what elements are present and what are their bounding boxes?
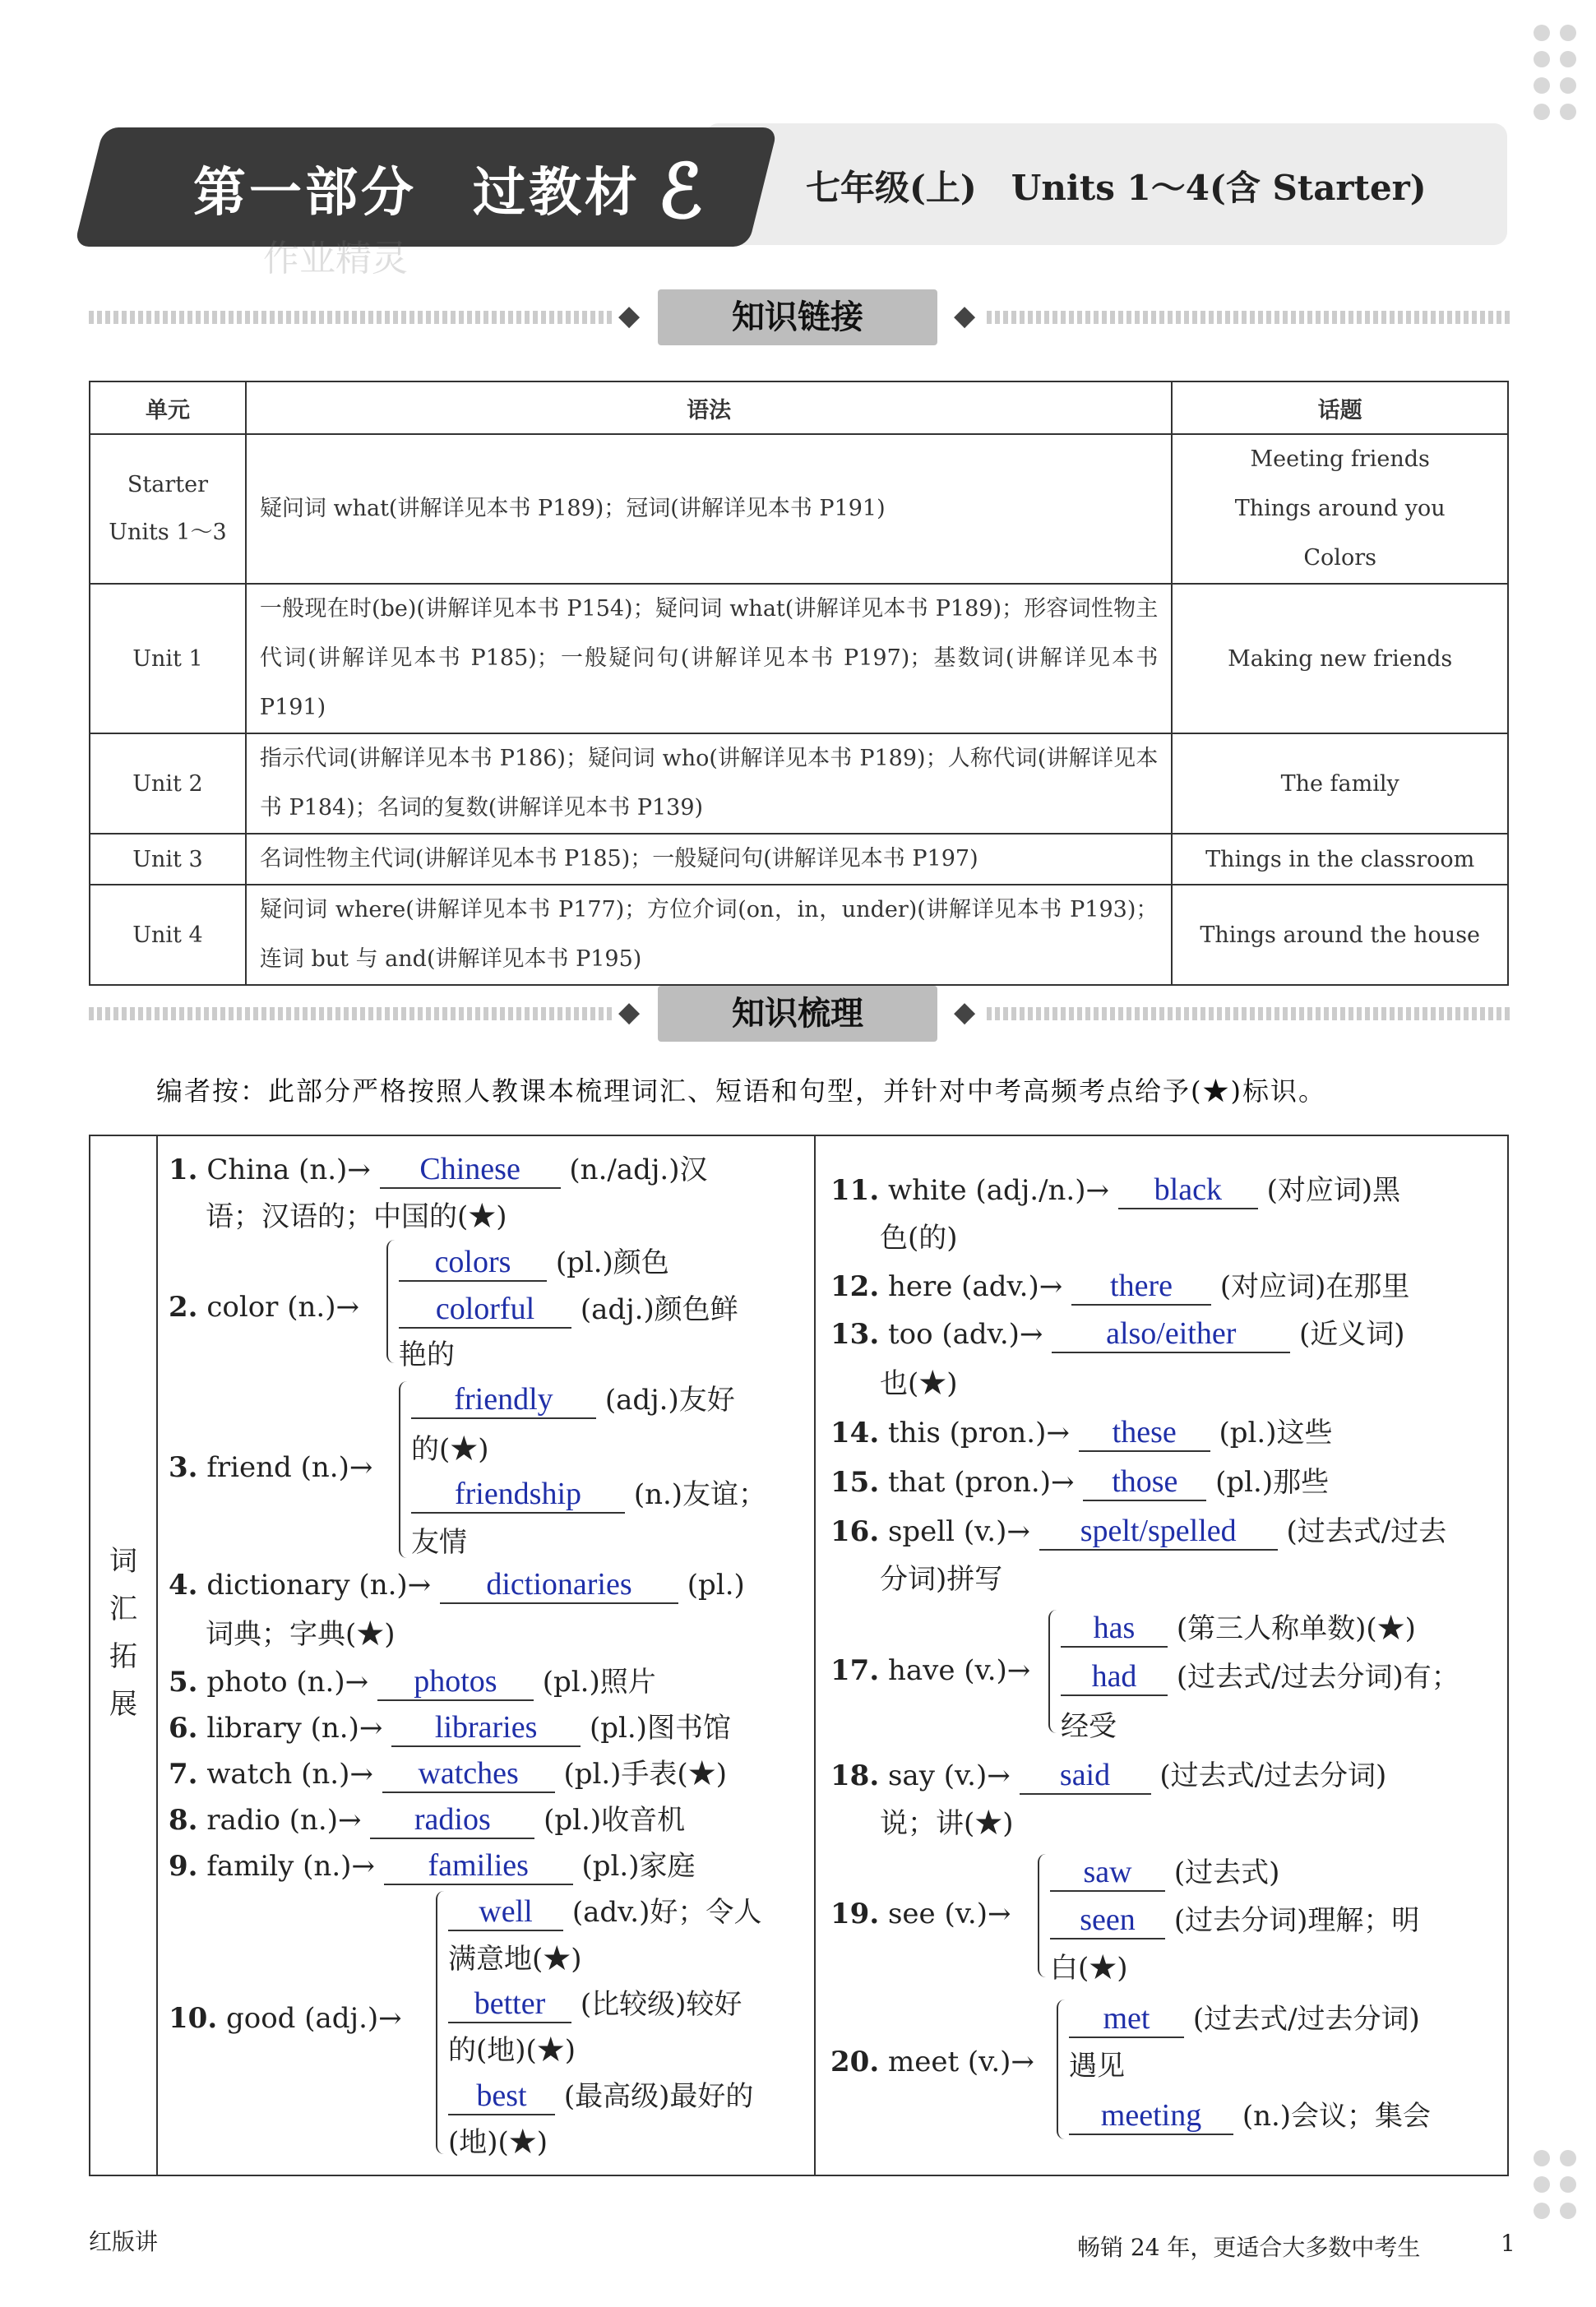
vocab-item-branch: had (过去式/过去分词)有； bbox=[1061, 1654, 1460, 1696]
answer-blank: saw bbox=[1050, 1854, 1165, 1892]
topic-cell: The family bbox=[1172, 733, 1508, 834]
table-header-row bbox=[90, 381, 1508, 434]
vocab-item-cont: 也(★) bbox=[880, 1367, 958, 1400]
answer-blank: black bbox=[1118, 1172, 1258, 1209]
answer-blank: well bbox=[448, 1893, 563, 1931]
grammar-cell: 疑问词 where(讲解详见本书 P177)；方位介词(on，in，under)(讲解详见本书 P193)；连词 but 与 and(讲解详见本书 P195) bbox=[246, 885, 1172, 985]
vocab-item-cont: 遇见 bbox=[1069, 2050, 1125, 2083]
answer-blank: better bbox=[448, 1986, 571, 2023]
footer-left: 红版讲 bbox=[89, 2228, 159, 2255]
answer-blank: Chinese bbox=[380, 1151, 561, 1189]
answer-blank: best bbox=[448, 2078, 555, 2115]
answer-blank: photos bbox=[377, 1663, 534, 1701]
vocab-item-cont: 满意地(★) bbox=[448, 1943, 582, 1976]
answer-blank: has bbox=[1061, 1610, 1168, 1648]
unit-name: Starter bbox=[127, 472, 208, 497]
vocab-item-18: 18. say (v.)→ said (过去式/过去分词) bbox=[830, 1753, 1386, 1795]
answer-blank: those bbox=[1083, 1463, 1206, 1501]
page-title: 第一部分 过教材 bbox=[193, 163, 641, 224]
vocab-item-branch: met (过去式/过去分词) bbox=[1069, 1996, 1420, 2038]
vocab-item-cont: 分词)拼写 bbox=[880, 1563, 1003, 1596]
answer-blank: meeting bbox=[1069, 2097, 1233, 2135]
vocab-item-14: 14. this (pron.)→ these (pl.)这些 bbox=[830, 1410, 1332, 1452]
answer-blank: had bbox=[1061, 1658, 1168, 1696]
section-divider-left bbox=[89, 311, 615, 324]
grammar-cell: 疑问词 what(讲解详见本书 P189)；冠词(讲解详见本书 P191) bbox=[246, 434, 1172, 584]
answer-blank: seen bbox=[1050, 1902, 1165, 1939]
table-row bbox=[90, 733, 1508, 834]
table-row bbox=[90, 434, 1508, 584]
vocab-column-divider bbox=[814, 1135, 816, 2176]
section-mark-right-icon: ◆ bbox=[954, 996, 976, 1029]
grammar-cell: 指示代词(讲解详见本书 P186)；疑问词 who(讲解详见本书 P189)；人称代词(讲解详见本书 P184)；名词的复数(讲解详见本书 P139) bbox=[246, 733, 1172, 834]
answer-blank: watches bbox=[382, 1755, 555, 1793]
vocab-item-6: 6. library (n.)→ libraries (pl.)图书馆 bbox=[169, 1705, 731, 1747]
corner-dots-top bbox=[1534, 25, 1591, 123]
vocab-item-7: 7. watch (n.)→ watches (pl.)手表(★) bbox=[169, 1751, 727, 1793]
answer-blank: friendship bbox=[411, 1476, 625, 1514]
answer-blank: families bbox=[384, 1847, 573, 1885]
vocab-item-9: 9. family (n.)→ families (pl.)家庭 bbox=[169, 1843, 696, 1885]
corner-dots-bottom bbox=[1534, 2150, 1591, 2249]
table-header-grammar: 语法 bbox=[246, 381, 1172, 434]
section-title-knowledge-link: 知识链接 bbox=[658, 289, 937, 345]
vocab-item-branch: best (最高级)最好的 bbox=[448, 2074, 753, 2115]
vocab-item-branch: well (adv.)好；令人 bbox=[448, 1889, 761, 1931]
section-divider-right bbox=[987, 1007, 1513, 1020]
vocab-item-cont: 的(★) bbox=[411, 1433, 489, 1466]
page-number: 1 bbox=[1501, 2230, 1515, 2257]
vocab-item-branch: seen (过去分词)理解；明 bbox=[1050, 1898, 1419, 1939]
vocab-item-13: 13. too (adv.)→ also/either (近义词) bbox=[830, 1311, 1405, 1353]
unit-cell bbox=[90, 434, 246, 584]
unit-cell: Unit 1 bbox=[90, 584, 246, 733]
vocab-item-branch: better (比较级)较好 bbox=[448, 1981, 742, 2023]
topic-name: Colors bbox=[1303, 545, 1376, 571]
answer-blank: dictionaries bbox=[440, 1566, 678, 1604]
answer-blank: colorful bbox=[399, 1291, 571, 1329]
footer-right: 畅销 24 年，更适合大多数中考生 bbox=[1077, 2234, 1421, 2261]
topic-cell bbox=[1172, 434, 1508, 584]
answer-blank: spelt/spelled bbox=[1039, 1513, 1278, 1551]
answer-blank: also/either bbox=[1052, 1315, 1290, 1353]
vocab-item-17: 17. have (v.)→ bbox=[830, 1654, 1031, 1687]
answer-blank: radios bbox=[370, 1801, 534, 1839]
vocab-label bbox=[89, 1537, 158, 1728]
grammar-cell: 名词性物主代词(讲解详见本书 P185)；一般疑问句(讲解详见本书 P197) bbox=[246, 834, 1172, 885]
vocab-item-branch: meeting (n.)会议；集会 bbox=[1069, 2093, 1431, 2135]
answer-blank: these bbox=[1079, 1414, 1210, 1452]
answer-blank: there bbox=[1071, 1268, 1211, 1306]
table-header-topic: 话题 bbox=[1172, 381, 1508, 434]
brace-icon bbox=[399, 1381, 410, 1558]
vocab-item-12: 12. here (adv.)→ there (对应词)在那里 bbox=[830, 1264, 1409, 1306]
vocab-item-cont: 经受 bbox=[1061, 1710, 1117, 1743]
vocab-item-cont: 说；讲(★) bbox=[880, 1807, 1014, 1840]
brace-icon bbox=[436, 1891, 447, 2154]
vocab-item-branch: colors (pl.)颜色 bbox=[399, 1240, 669, 1282]
table-row bbox=[90, 834, 1508, 885]
section-divider-right bbox=[987, 311, 1513, 324]
vocab-item-15: 15. that (pron.)→ those (pl.)那些 bbox=[830, 1459, 1329, 1501]
header-swirl-icon: ℰ bbox=[658, 148, 703, 235]
brace-icon bbox=[1038, 1854, 1049, 1977]
unit-cell: Unit 4 bbox=[90, 885, 246, 985]
section-mark-left-icon: ◆ bbox=[618, 996, 641, 1029]
vocab-item-cont: 语；汉语的；中国的(★) bbox=[206, 1200, 507, 1233]
unit-cell: Unit 2 bbox=[90, 733, 246, 834]
brace-icon bbox=[1048, 1610, 1060, 1733]
editor-note: 编者按：此部分严格按照人教课本梳理词汇、短语和句型，并针对中考高频考点给予(★)标识。 bbox=[156, 1075, 1326, 1107]
answer-blank: libraries bbox=[391, 1709, 581, 1747]
topic-cell: Making new friends bbox=[1172, 584, 1508, 733]
answer-blank: friendly bbox=[411, 1381, 596, 1419]
table-row bbox=[90, 584, 1508, 733]
vocab-item-20: 20. meet (v.)→ bbox=[830, 2046, 1034, 2078]
vocab-item-cont: 的(地)(★) bbox=[448, 2034, 576, 2067]
topic-cell: Things in the classroom bbox=[1172, 834, 1508, 885]
topic-name: Things around you bbox=[1234, 496, 1446, 521]
vocab-item-branch: friendship (n.)友谊； bbox=[411, 1472, 766, 1514]
vocab-item-cont: 艳的 bbox=[399, 1338, 455, 1371]
watermark: 作业精灵 bbox=[263, 238, 408, 280]
vocab-item-10: 10. good (adj.)→ bbox=[169, 2002, 402, 2035]
vocab-item-branch: has (第三人称单数)(★) bbox=[1061, 1606, 1416, 1648]
brace-icon bbox=[1057, 2000, 1068, 2139]
vocab-item-cont: 色(的) bbox=[880, 1222, 958, 1255]
vocab-item-16: 16. spell (v.)→ spelt/spelled (过去式/过去 bbox=[830, 1509, 1446, 1551]
vocab-item-cont: (地)(★) bbox=[448, 2126, 548, 2159]
vocab-item-8: 8. radio (n.)→ radios (pl.)收音机 bbox=[169, 1797, 685, 1839]
vocab-item-cont: 白(★) bbox=[1050, 1952, 1128, 1985]
table-row bbox=[90, 885, 1508, 985]
section-mark-left-icon: ◆ bbox=[618, 299, 641, 332]
grammar-table bbox=[89, 381, 1509, 986]
vocab-item-branch: colorful (adj.)颜色鲜 bbox=[399, 1287, 738, 1329]
brace-icon bbox=[386, 1240, 398, 1363]
vocab-item-4: 4. dictionary (n.)→ dictionaries (pl.) bbox=[169, 1566, 745, 1604]
vocab-item-2: 2. color (n.)→ bbox=[169, 1291, 359, 1324]
vocab-item-19: 19. see (v.)→ bbox=[830, 1898, 1011, 1930]
vocab-item-cont: 友情 bbox=[411, 1526, 467, 1559]
section-title-knowledge-review: 知识梳理 bbox=[658, 986, 937, 1042]
section-divider-left bbox=[89, 1007, 615, 1020]
answer-blank: met bbox=[1069, 2000, 1184, 2038]
vocab-item-11: 11. white (adj./n.)→ black (对应词)黑 bbox=[830, 1167, 1400, 1209]
vocab-item-branch: saw (过去式) bbox=[1050, 1850, 1279, 1892]
answer-blank: colors bbox=[399, 1244, 547, 1282]
vocab-item-branch: friendly (adj.)友好 bbox=[411, 1377, 735, 1419]
vocab-label-text: 词汇拓展 bbox=[109, 1545, 137, 1721]
vocab-item-cont: 词典；字典(★) bbox=[206, 1618, 396, 1651]
unit-name: Units 1～3 bbox=[109, 520, 227, 545]
vocab-item-1: 1. China (n.)→ Chinese (n./adj.)汉 bbox=[169, 1147, 708, 1189]
topic-cell: Things around the house bbox=[1172, 885, 1508, 985]
vocab-item-5: 5. photo (n.)→ photos (pl.)照片 bbox=[169, 1659, 656, 1701]
grammar-cell: 一般现在时(be)(讲解详见本书 P154)；疑问词 what(讲解详见本书 P189)；形容词性物主代词(讲解详见本书 P185)；一般疑问句(讲解详见本书 P197)；基数词(讲解详见本书 P191) bbox=[246, 584, 1172, 733]
unit-cell: Unit 3 bbox=[90, 834, 246, 885]
topic-name: Meeting friends bbox=[1250, 446, 1430, 472]
answer-blank: said bbox=[1020, 1757, 1151, 1795]
section-mark-right-icon: ◆ bbox=[954, 299, 976, 332]
vocab-item-3: 3. friend (n.)→ bbox=[169, 1451, 373, 1484]
table-header-unit: 单元 bbox=[90, 381, 246, 434]
page-subtitle: 七年级(上) Units 1～4(含 Starter) bbox=[806, 168, 1427, 208]
